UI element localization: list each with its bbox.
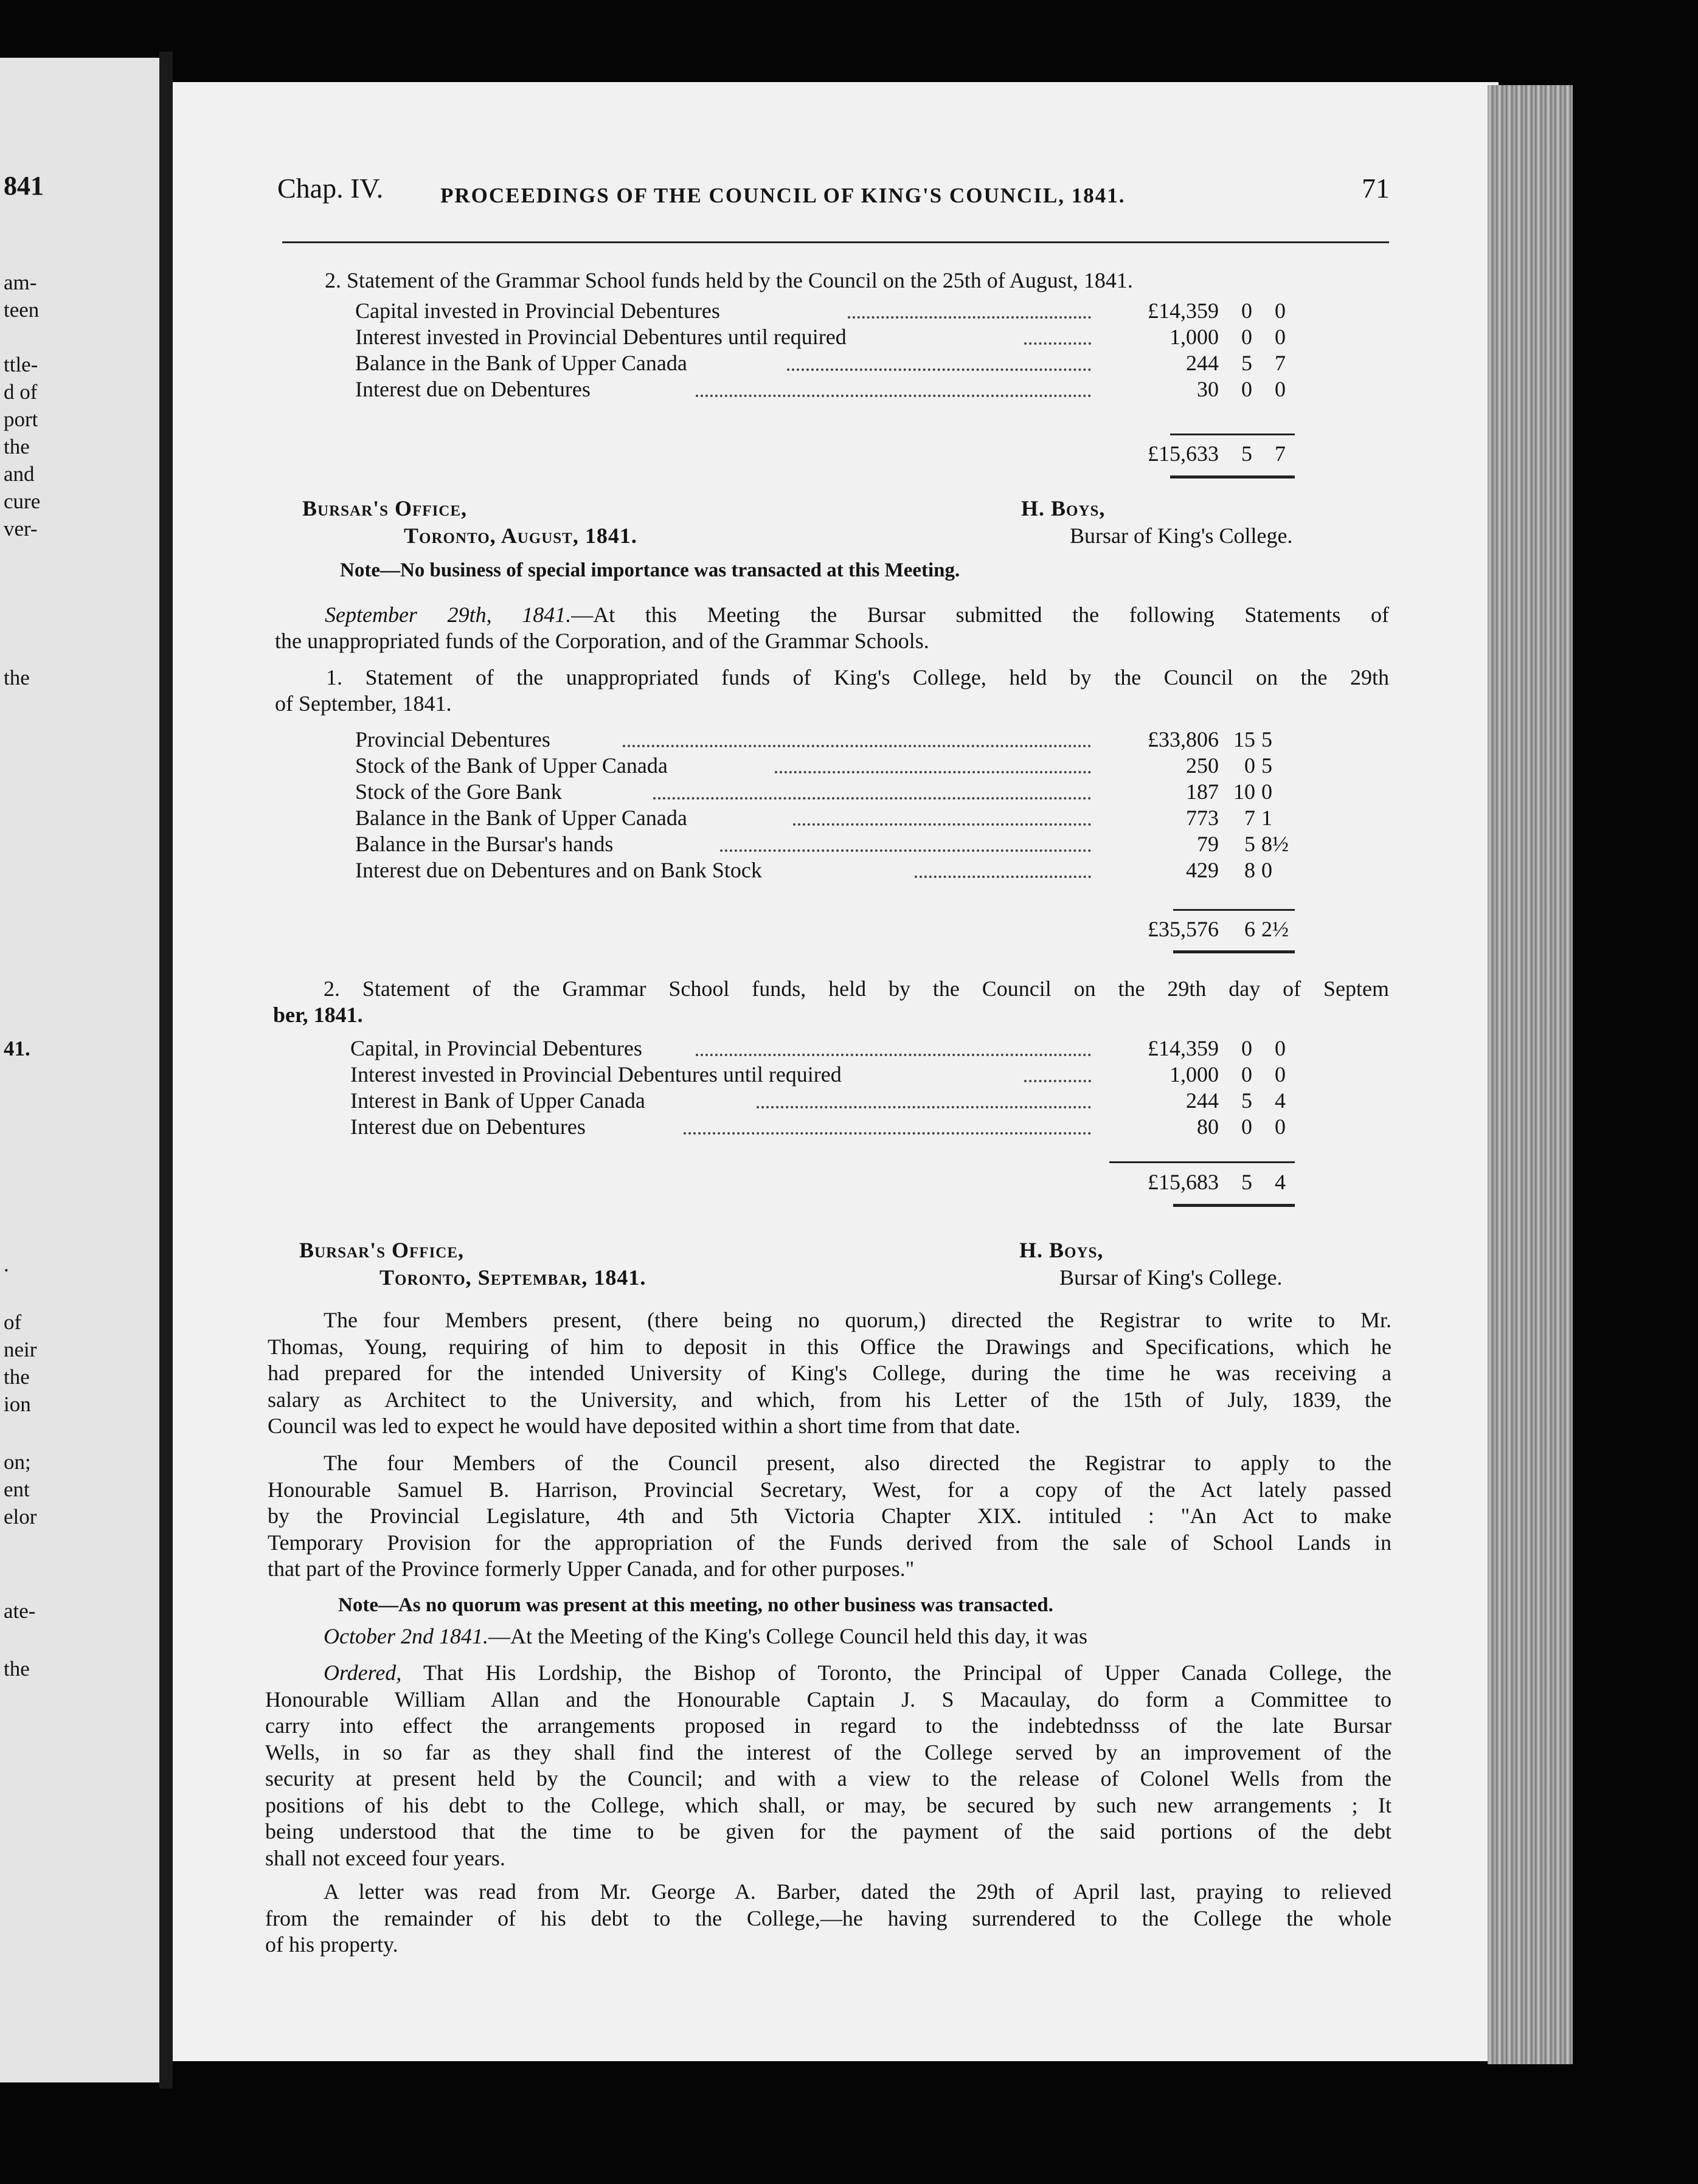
text-line: carry into effect the arrangements proposed in regard to the indebtednsss of the late Bursar: [265, 1713, 1391, 1738]
book-page: [173, 82, 1499, 2061]
paragraph-ordered: [265, 1660, 1391, 1871]
left-fragment: 841: [4, 171, 44, 201]
amount-pounds: 773: [1186, 806, 1219, 830]
amount-pence: 0: [1275, 1062, 1286, 1087]
sept-grammar-heading-cont: ber, 1841.: [273, 1003, 363, 1027]
row-label: Provincial Debentures: [355, 727, 550, 752]
text-line: of his property.: [265, 1932, 398, 1957]
amount-shillings: 7: [1244, 806, 1255, 830]
row-label: Stock of the Gore Bank: [355, 779, 562, 804]
left-fragment: am-: [4, 271, 37, 294]
amount-pounds: 250: [1186, 753, 1219, 778]
amount-pounds: £33,806: [1148, 727, 1219, 752]
amount-pence: 5: [1261, 753, 1272, 778]
amount-pence: 4: [1275, 1088, 1286, 1113]
header-rule: [282, 241, 1389, 243]
book-gutter: [159, 52, 173, 2089]
text-line: The four Members present, (there being no quorum,) directed the Registrar to write to Mr.: [324, 1308, 1391, 1332]
left-facing-page: [0, 58, 159, 2082]
amount-shillings: 8: [1244, 858, 1255, 882]
text-line: [265, 1660, 1391, 1687]
amount-pence: 0: [1261, 779, 1272, 804]
sum-rule: [1173, 909, 1295, 911]
note-no-quorum: Note—As no quorum was present at this meeting, no other business was transacted.: [338, 1594, 1053, 1616]
leader-dots: [793, 805, 1091, 826]
row-label: Interest invested in Provincial Debentures until required: [350, 1062, 842, 1087]
leader-dots: [684, 1114, 1091, 1135]
row-label: Interest in Bank of Upper Canada: [350, 1088, 645, 1113]
leader-dots: [653, 779, 1091, 800]
left-fragment: elor: [4, 1505, 37, 1529]
sum-rule: [1170, 434, 1295, 435]
text-line: positions of his debt to the College, which shall, or may, be secured by such new arrangements ; It: [265, 1792, 1391, 1817]
left-fragment: ion: [4, 1392, 31, 1416]
total-pounds: £15,633: [1148, 441, 1219, 466]
total-shillings: 6: [1244, 917, 1255, 941]
amount-shillings: 5: [1241, 351, 1252, 375]
intro-text: —At the Meeting of the King's College Council held this day, it was: [488, 1624, 1087, 1648]
leader-dots: [696, 1035, 1091, 1056]
amount-pence: 8½: [1261, 832, 1289, 856]
note-no-business: Note—No business of special importance was transacted at this Meeting.: [340, 559, 960, 581]
row-label: Interest due on Debentures: [355, 377, 591, 401]
chapter-label: Chap. IV.: [277, 173, 384, 204]
amount-pounds: 244: [1186, 1088, 1219, 1113]
amount-pounds: 1,000: [1170, 325, 1219, 349]
left-fragment: 41.: [4, 1037, 30, 1060]
row-label: Balance in the Bank of Upper Canada: [355, 806, 687, 830]
amount-shillings: 0: [1241, 1036, 1252, 1060]
amount-shillings: 0: [1241, 299, 1252, 323]
amount-shillings: 0: [1241, 1114, 1252, 1139]
sept-intro-line1: [325, 602, 1389, 627]
amount-pence: 0: [1275, 1114, 1286, 1139]
row-label: Capital invested in Provincial Debentures: [355, 299, 720, 323]
amount-pounds: £14,359: [1148, 1036, 1219, 1060]
amount-shillings: 0: [1241, 325, 1252, 349]
left-fragment: port: [4, 407, 38, 431]
leader-dots: [1024, 1062, 1091, 1082]
left-fragment: ent: [4, 1477, 30, 1501]
amount-pence: 0: [1261, 858, 1272, 882]
left-fragment: the: [4, 666, 30, 689]
text-line: being understood that the time to be given for the payment of the said portions of the debt: [265, 1819, 1391, 1844]
text-line: from the remainder of his debt to the College,—he having surrendered to the College the whole: [265, 1906, 1391, 1930]
left-fragment: ver-: [4, 517, 38, 541]
sept-kings-heading: 1. Statement of the unappropriated funds of King's College, held by the Council on the 29th: [326, 665, 1389, 689]
amount-pounds: 429: [1186, 858, 1219, 882]
row-label: Interest due on Debentures: [350, 1114, 586, 1139]
text-line: Thomas, Young, requiring of him to deposit in this Office the Drawings and Specifications, which he: [268, 1334, 1391, 1359]
paragraph-barber: [265, 1879, 1391, 1958]
sept-grammar-heading: 2. Statement of the Grammar School funds, held by the Council on the 29th day of Septem: [324, 976, 1389, 1001]
amount-pence: 0: [1275, 377, 1286, 401]
leader-dots: [775, 753, 1091, 773]
total-pence: 4: [1275, 1170, 1286, 1194]
signatory-name: H. Boys,: [1019, 1238, 1104, 1262]
text-line: salary as Architect to the University, and which, from his Letter of the 15th of July, 1839, the: [268, 1387, 1391, 1412]
amount-pence: 1: [1261, 806, 1272, 830]
leader-dots: [787, 350, 1091, 371]
intro-text: —At this Meeting the Bursar submitted the following Statements of: [571, 603, 1390, 627]
amount-pence: 7: [1275, 351, 1286, 375]
text-line: security at present held by the Council; and with a view to the release of Colonel Wells from the: [265, 1766, 1391, 1791]
left-fragment: of: [4, 1310, 22, 1334]
leader-dots: [848, 298, 1091, 319]
text-line: Council was led to expect he would have deposited within a short time from that date.: [268, 1414, 1021, 1438]
row-label: Interest invested in Provincial Debentures until required: [355, 325, 847, 349]
amount-pounds: 79: [1197, 832, 1219, 856]
place-date: Toronto, Septembar, 1841.: [379, 1265, 646, 1290]
total-pence: 7: [1275, 441, 1286, 466]
total-double-rule: [1173, 1204, 1295, 1207]
total-double-rule: [1173, 950, 1295, 953]
amount-pence: 0: [1275, 1036, 1286, 1060]
left-fragment: ttle-: [4, 353, 38, 376]
amount-pounds: 244: [1186, 351, 1219, 375]
amount-shillings: 0: [1244, 753, 1255, 778]
left-fragment: d of: [4, 380, 38, 404]
amount-shillings: 15: [1233, 727, 1255, 752]
amount-pounds: 80: [1197, 1114, 1219, 1139]
signatory-title: Bursar of King's College.: [1070, 524, 1293, 548]
text-line: Honourable William Allan and the Honourable Captain J. S Macaulay, do form a Committee to: [265, 1687, 1391, 1712]
left-fragment: neir: [4, 1338, 37, 1361]
leader-dots: [623, 727, 1091, 747]
ordered-word: Ordered,: [324, 1660, 402, 1685]
leader-dots: [915, 857, 1091, 878]
left-fragment: cure: [4, 489, 41, 513]
meeting-date: October 2nd 1841.: [324, 1624, 488, 1648]
row-label: Balance in the Bursar's hands: [355, 832, 614, 856]
text-line: A letter was read from Mr. George A. Barber, dated the 29th of April last, praying to relieved: [324, 1879, 1391, 1904]
amount-pence: 0: [1275, 325, 1286, 349]
amount-pounds: 30: [1197, 377, 1219, 401]
signatory-name: H. Boys,: [1021, 496, 1106, 520]
amount-shillings: 5: [1241, 1088, 1252, 1113]
oct-intro: [324, 1623, 1087, 1649]
left-fragment: and: [4, 462, 35, 486]
text-line: The four Members of the Council present, also directed the Registrar to apply to the: [324, 1451, 1391, 1475]
text-line: Temporary Provision for the appropriation of the Funds derived from the sale of School Lands in: [268, 1530, 1391, 1555]
total-pounds: £35,576: [1148, 917, 1219, 941]
amount-pence: 5: [1261, 727, 1272, 752]
row-label: Stock of the Bank of Upper Canada: [355, 753, 668, 778]
leader-dots: [1024, 324, 1091, 345]
bursar-office: Bursar's Office,: [299, 1238, 465, 1262]
ordered-first-text: That His Lordship, the Bishop of Toronto, the Principal of Upper Canada College, the: [423, 1660, 1391, 1685]
left-fragment: the: [4, 435, 30, 458]
running-title: PROCEEDINGS OF THE COUNCIL OF KING'S COUNCIL, 1841.: [440, 184, 1126, 207]
amount-pounds: £14,359: [1148, 299, 1219, 323]
sept-intro-line2: the unappropriated funds of the Corporation, and of the Grammar Schools.: [275, 629, 929, 653]
aug-grammar-heading: 2. Statement of the Grammar School funds held by the Council on the 25th of August, 1841.: [325, 268, 1133, 292]
amount-shillings: 0: [1241, 1062, 1252, 1087]
paragraph-four-members: [268, 1307, 1391, 1440]
page-number: 71: [1362, 173, 1390, 204]
amount-pounds: 1,000: [1170, 1062, 1219, 1087]
place-date: Toronto, August, 1841.: [404, 524, 637, 548]
left-fragment: .: [4, 1253, 9, 1276]
leader-dots: [757, 1088, 1091, 1108]
left-fragment: the: [4, 1365, 30, 1389]
row-label: Capital, in Provincial Debentures: [350, 1036, 642, 1060]
amount-shillings: 0: [1241, 377, 1252, 401]
row-label: Balance in the Bank of Upper Canada: [355, 351, 687, 375]
total-pence: 2½: [1261, 917, 1289, 941]
page-edges: [1488, 85, 1573, 2064]
total-shillings: 5: [1241, 1170, 1252, 1194]
signatory-title: Bursar of King's College.: [1059, 1265, 1283, 1290]
total-double-rule: [1170, 475, 1295, 479]
bursar-office: Bursar's Office,: [302, 496, 468, 520]
total-pounds: £15,683: [1148, 1170, 1219, 1194]
text-line: by the Provincial Legislature, 4th and 5th Victoria Chapter XIX. intituled : "An Act to make: [268, 1504, 1391, 1528]
text-line: Honourable Samuel B. Harrison, Provincial Secretary, West, for a copy of the Act lately passed: [268, 1477, 1391, 1502]
left-fragment: on;: [4, 1450, 31, 1474]
amount-pence: 0: [1275, 299, 1286, 323]
leader-dots: [696, 376, 1091, 397]
amount-shillings: 10: [1233, 779, 1255, 804]
leader-dots: [720, 831, 1091, 852]
sum-rule: [1109, 1161, 1295, 1163]
left-fragment: the: [4, 1657, 30, 1681]
text-line: Wells, in so far as they shall find the interest of the College served by an improvement of the: [265, 1740, 1391, 1764]
row-label: Interest due on Debentures and on Bank Stock: [355, 858, 762, 882]
text-line: that part of the Province formerly Upper Canada, and for other purposes.": [268, 1557, 915, 1581]
text-line: shall not exceed four years.: [265, 1845, 505, 1870]
total-shillings: 5: [1241, 441, 1252, 466]
left-fragment: ate-: [4, 1599, 36, 1623]
amount-pounds: 187: [1186, 779, 1219, 804]
paragraph-harrison: [268, 1450, 1391, 1583]
left-fragment: teen: [4, 298, 40, 322]
amount-shillings: 5: [1244, 832, 1255, 856]
meeting-date: September 29th, 1841.: [325, 603, 572, 627]
sept-kings-heading-cont: of September, 1841.: [275, 691, 452, 716]
text-line: had prepared for the intended University of King's College, during the time he was receiving a: [268, 1361, 1391, 1385]
